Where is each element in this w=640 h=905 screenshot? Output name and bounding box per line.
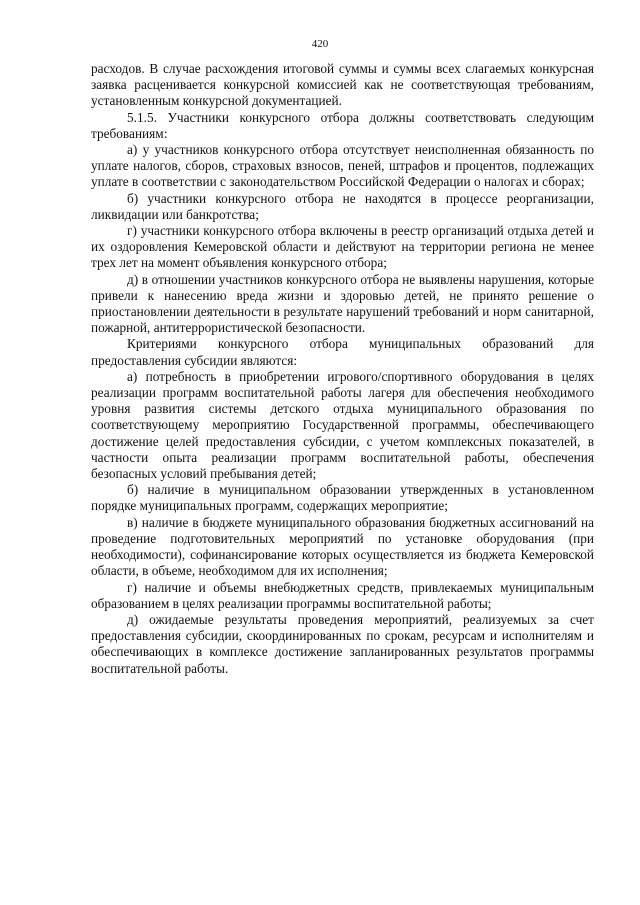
paragraph-requirement-g: г) участники конкурсного отбора включены в реестр организаций отдыха детей и их оздоровления Кемеровской области и действуют на территории региона не менее трех лет на момент объявления конкурсного отбора; [91,223,594,271]
paragraph-criterion-g: г) наличие и объемы внебюджетных средств, привлекаемых муниципальным образованием в целях реализации программы воспитательной работы; [91,579,594,611]
paragraph-requirement-b: б) участники конкурсного отбора не находятся в процессе реорганизации, ликвидации или банкротства; [91,190,594,222]
paragraph-clause-5-1-5: 5.1.5. Участники конкурсного отбора должны соответствовать следующим требованиям: [91,109,594,141]
paragraph-requirement-a: а) у участников конкурсного отбора отсутствует неисполненная обязанность по уплате налогов, сборов, страховых взносов, пеней, штрафов и процентов, подлежащих уплате в соответствии с законодательством Российской Федерации о налогах и сборах; [91,142,594,190]
paragraph-requirement-d: д) в отношении участников конкурсного отбора не выявлены нарушения, которые привели к нанесению вреда жизни и здоровью детей, не принято решение о приостановлении деятельности в результате нарушений требований и норм санитарной, пожарной, антитеррористической безопасности. [91,271,594,336]
paragraph-criterion-a: а) потребность в приобретении игрового/спортивного оборудования в целях реализации программ воспитательной работы лагеря для обеспечения необходимого уровня развития системы детского отдыха муниципального образования по соответствующему мероприятию Государственной программы, обеспечивающего достижение целей предоставления субсидии, с учетом комплексных показателей, в частности опыта реализации программ воспитательной работы, обеспечения безопасных условий пребывания детей; [91,368,594,482]
paragraph-criterion-d: д) ожидаемые результаты проведения мероприятий, реализуемых за счет предоставления субсидии, скоординированных по срокам, ресурсам и исполнителям и обеспечивающих в комплексе достижение запланированных результатов программы воспитательной работы. [91,611,594,676]
body-text [91,61,594,677]
paragraph-criterion-v: в) наличие в бюджете муниципального образования бюджетных ассигнований на проведение подготовительных мероприятий по установке оборудования (при необходимости), софинансирование которых осуществляется из бюджета Кемеровской области, в объеме, необходимом для их исполнения; [91,514,594,579]
paragraph-criterion-b: б) наличие в муниципальном образовании утвержденных в установленном порядке муниципальных программ, содержащих мероприятие; [91,482,594,514]
page-number: 420 [311,38,329,50]
paragraph-criteria-intro: Критериями конкурсного отбора муниципальных образований для предоставления субсидии являются: [91,336,594,368]
paragraph-continuation: расходов. В случае расхождения итоговой суммы и суммы всех слагаемых конкурсная заявка расценивается конкурсной комиссией как не соответствующая требованиям, установленным конкурсной документацией. [91,61,594,109]
